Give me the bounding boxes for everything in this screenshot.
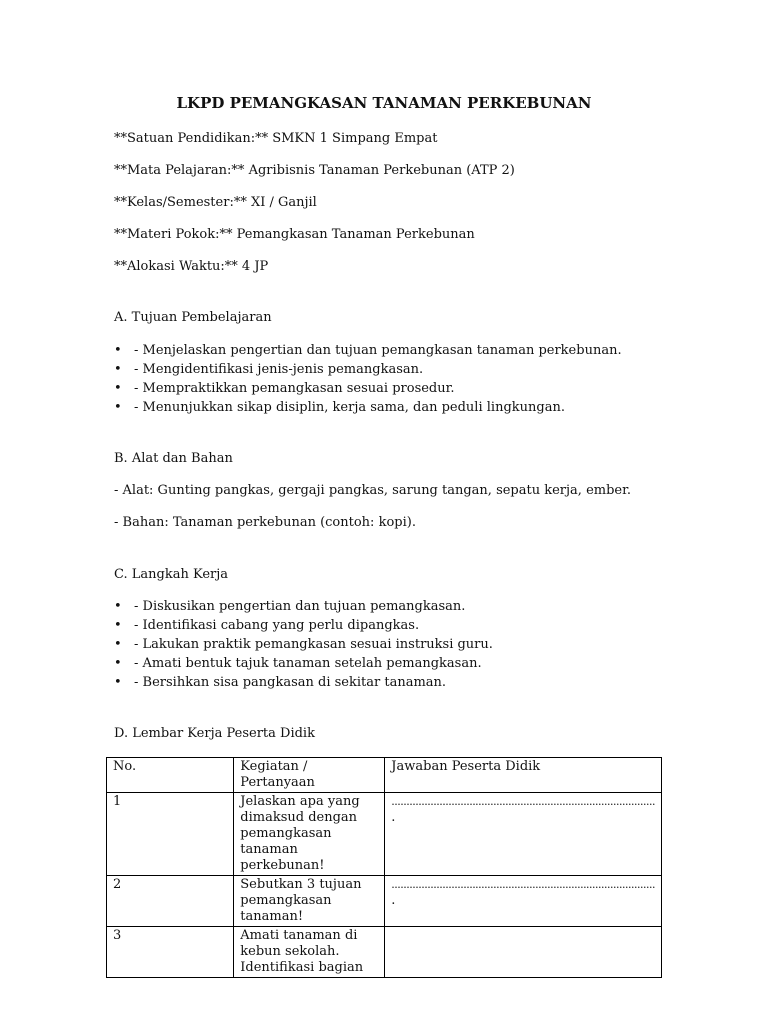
list-item: • - Mengidentifikasi jenis-jenis pemangkasan. — [114, 362, 424, 377]
bullet-icon: • — [114, 343, 122, 358]
bullet-icon: • — [114, 675, 122, 690]
row-no: 3 — [107, 927, 234, 978]
list-item: • - Bersihkan sisa pangkasan di sekitar tanaman. — [114, 675, 447, 690]
section-a-heading: A. Tujuan Pembelajaran — [114, 310, 272, 325]
meta-satuan-pendidikan: **Satuan Pendidikan:** SMKN 1 Simpang Empat — [114, 131, 438, 146]
answer-line-end: . — [391, 893, 396, 908]
bullet-icon: • — [114, 599, 122, 614]
row-question: Sebutkan 3 tujuan pemangkasan tanaman! — [234, 876, 385, 927]
answer-cell[interactable] — [385, 876, 662, 927]
header-no: No. — [107, 758, 234, 793]
table-row — [107, 793, 662, 876]
bullet-icon: • — [114, 381, 122, 396]
answer-line: ........................................................................................ — [391, 795, 655, 808]
header-kegiatan: Kegiatan / Pertanyaan — [234, 758, 385, 793]
answer-cell[interactable] — [385, 927, 662, 978]
bullet-icon: • — [114, 618, 122, 633]
list-item: • - Diskusikan pengertian dan tujuan pemangkasan. — [114, 599, 466, 614]
list-item: • - Menjelaskan pengertian dan tujuan pemangkasan tanaman perkebunan. — [114, 343, 622, 358]
answer-cell[interactable] — [385, 793, 662, 876]
worksheet-table — [106, 757, 662, 978]
section-d-heading: D. Lembar Kerja Peserta Didik — [114, 726, 315, 741]
list-item: • - Amati bentuk tajuk tanaman setelah pemangkasan. — [114, 656, 482, 671]
section-c-list — [114, 597, 493, 692]
list-item: • - Mempraktikkan pemangkasan sesuai prosedur. — [114, 381, 455, 396]
section-b-heading: B. Alat dan Bahan — [114, 451, 233, 466]
page-title: LKPD PEMANGKASAN TANAMAN PERKEBUNAN — [176, 94, 592, 112]
table-row — [107, 876, 662, 927]
section-b-bahan: - Bahan: Tanaman perkebunan (contoh: kopi). — [114, 515, 416, 530]
list-item: • - Identifikasi cabang yang perlu dipangkas. — [114, 618, 420, 633]
row-no: 2 — [107, 876, 234, 927]
meta-mata-pelajaran: **Mata Pelajaran:** Agribisnis Tanaman Perkebunan (ATP 2) — [114, 163, 515, 178]
row-question: Jelaskan apa yang dimaksud dengan pemangkasan tanaman perkebunan! — [234, 793, 385, 876]
answer-line-end: . — [391, 810, 396, 825]
section-b-alat: - Alat: Gunting pangkas, gergaji pangkas, sarung tangan, sepatu kerja, ember. — [114, 483, 632, 498]
answer-line: ........................................................................................ — [391, 878, 655, 891]
bullet-icon: • — [114, 637, 122, 652]
bullet-icon: • — [114, 656, 122, 671]
bullet-icon: • — [114, 400, 122, 415]
meta-materi-pokok: **Materi Pokok:** Pemangkasan Tanaman Perkebunan — [114, 227, 475, 242]
meta-kelas-semester: **Kelas/Semester:** XI / Ganjil — [114, 195, 317, 210]
bullet-icon: • — [114, 362, 122, 377]
row-question: Amati tanaman di kebun sekolah. Identifikasi bagian — [234, 927, 385, 978]
section-a-list — [114, 341, 622, 417]
table-header-row — [107, 758, 662, 793]
header-jawaban: Jawaban Peserta Didik — [385, 758, 662, 793]
table-row — [107, 927, 662, 978]
meta-alokasi-waktu: **Alokasi Waktu:** 4 JP — [114, 259, 269, 274]
section-c-heading: C. Langkah Kerja — [114, 567, 229, 582]
row-no: 1 — [107, 793, 234, 876]
list-item: • - Menunjukkan sikap disiplin, kerja sama, dan peduli lingkungan. — [114, 400, 565, 415]
list-item: • - Lakukan praktik pemangkasan sesuai instruksi guru. — [114, 637, 493, 652]
